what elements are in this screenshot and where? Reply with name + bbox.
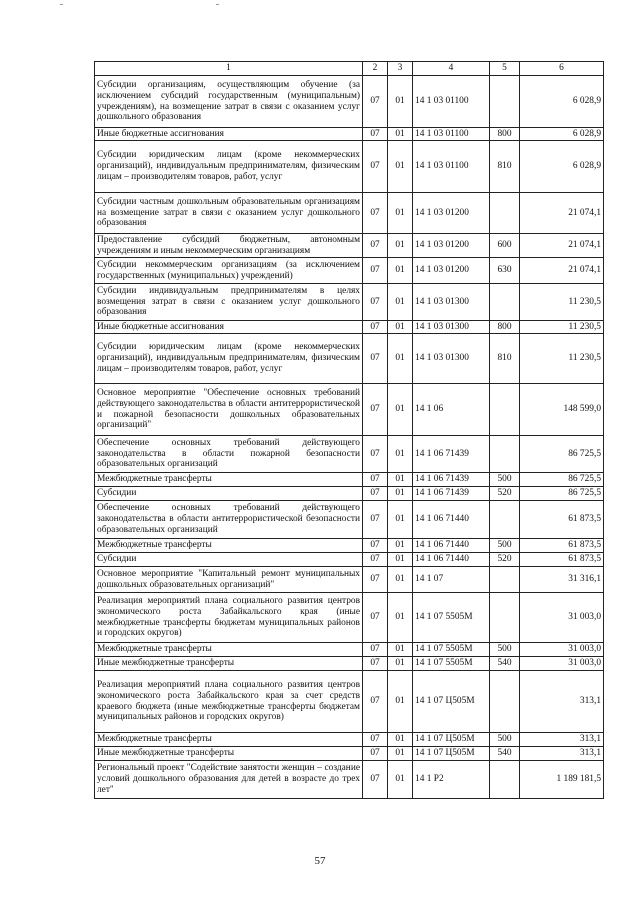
table-row bbox=[95, 128, 604, 141]
row-description: Обеспечение основных требований действующего законодательства в области антитеррористической безопасности образовательных организаций bbox=[95, 501, 363, 539]
row-target-article: 14 1 06 71439 bbox=[413, 436, 490, 473]
table-row bbox=[95, 384, 604, 436]
row-expense-type bbox=[490, 436, 520, 473]
row-target-article: 14 1 07 5505М bbox=[413, 593, 490, 643]
table-row bbox=[95, 747, 604, 761]
row-subsection-code: 01 bbox=[388, 234, 413, 258]
row-subsection-code: 01 bbox=[388, 258, 413, 284]
column-header-6: 6 bbox=[520, 62, 604, 76]
row-amount: 61 873,5 bbox=[520, 553, 604, 567]
row-description: Межбюджетные трансферты bbox=[95, 539, 363, 553]
table-row bbox=[95, 539, 604, 553]
row-description: Субсидии юридическим лицам (кроме некоммерческих организаций), индивидуальным предпринимателям, физическим лицам – производителям товаров, работ, услуг bbox=[95, 334, 363, 384]
column-header-3: 3 bbox=[388, 62, 413, 76]
row-expense-type bbox=[490, 76, 520, 128]
row-expense-type: 540 bbox=[490, 657, 520, 671]
row-target-article: 14 1 07 Ц505М bbox=[413, 747, 490, 761]
row-section-code: 07 bbox=[363, 76, 388, 128]
row-expense-type: 810 bbox=[490, 141, 520, 193]
row-description: Реализация мероприятий плана социального развития центров экономического роста Забайкальского края (иные межбюджетные трансферты бюджетам муниципальных районов и городских округов) bbox=[95, 593, 363, 643]
row-amount: 31 003,0 bbox=[520, 593, 604, 643]
row-description: Основное мероприятие "Капитальный ремонт муниципальных дошкольных образовательных организаций" bbox=[95, 567, 363, 593]
row-description: Субсидии некоммерческим организациям (за исключением государственных (муниципальных) учреждений) bbox=[95, 258, 363, 284]
row-target-article: 14 1 03 01100 bbox=[413, 128, 490, 141]
row-description: Предоставление субсидий бюджетным, автономным учреждениям и иным некоммерческим организациям bbox=[95, 234, 363, 258]
row-expense-type bbox=[490, 193, 520, 234]
table-row bbox=[95, 473, 604, 487]
row-subsection-code: 01 bbox=[388, 567, 413, 593]
row-description: Межбюджетные трансферты bbox=[95, 733, 363, 747]
row-subsection-code: 01 bbox=[388, 761, 413, 799]
row-subsection-code: 01 bbox=[388, 501, 413, 539]
table-row bbox=[95, 334, 604, 384]
row-section-code: 07 bbox=[363, 234, 388, 258]
row-section-code: 07 bbox=[363, 193, 388, 234]
row-target-article: 14 1 03 01300 bbox=[413, 321, 490, 334]
row-target-article: 14 1 03 01200 bbox=[413, 234, 490, 258]
row-target-article: 14 1 03 01100 bbox=[413, 76, 490, 128]
table-row bbox=[95, 234, 604, 258]
row-amount: 313,1 bbox=[520, 733, 604, 747]
row-section-code: 07 bbox=[363, 436, 388, 473]
row-expense-type: 500 bbox=[490, 539, 520, 553]
row-description: Межбюджетные трансферты bbox=[95, 643, 363, 657]
scan-mark bbox=[60, 4, 63, 5]
row-target-article: 14 1 03 01300 bbox=[413, 334, 490, 384]
budget-table bbox=[94, 61, 604, 799]
row-description: Иные межбюджетные трансферты bbox=[95, 747, 363, 761]
row-section-code: 07 bbox=[363, 553, 388, 567]
row-target-article: 14 1 07 5505М bbox=[413, 643, 490, 657]
row-subsection-code: 01 bbox=[388, 671, 413, 733]
row-subsection-code: 01 bbox=[388, 141, 413, 193]
row-expense-type: 500 bbox=[490, 643, 520, 657]
row-description: Субсидии частным дошкольным образовательным организациям на возмещение затрат в связи с оказанием услуг дошкольного образования bbox=[95, 193, 363, 234]
row-section-code: 07 bbox=[363, 334, 388, 384]
row-amount: 11 230,5 bbox=[520, 321, 604, 334]
row-expense-type bbox=[490, 284, 520, 321]
row-amount: 1 189 181,5 bbox=[520, 761, 604, 799]
table-row bbox=[95, 733, 604, 747]
table-row bbox=[95, 593, 604, 643]
row-expense-type: 540 bbox=[490, 747, 520, 761]
row-expense-type: 600 bbox=[490, 234, 520, 258]
row-amount: 31 316,1 bbox=[520, 567, 604, 593]
row-subsection-code: 01 bbox=[388, 553, 413, 567]
row-amount: 86 725,5 bbox=[520, 487, 604, 501]
row-target-article: 14 1 Р2 bbox=[413, 761, 490, 799]
row-section-code: 07 bbox=[363, 384, 388, 436]
table-row bbox=[95, 141, 604, 193]
row-section-code: 07 bbox=[363, 657, 388, 671]
row-section-code: 07 bbox=[363, 593, 388, 643]
row-expense-type: 810 bbox=[490, 334, 520, 384]
row-section-code: 07 bbox=[363, 321, 388, 334]
row-subsection-code: 01 bbox=[388, 321, 413, 334]
row-amount: 61 873,5 bbox=[520, 539, 604, 553]
row-description: Иные бюджетные ассигнования bbox=[95, 128, 363, 141]
row-target-article: 14 1 06 71439 bbox=[413, 487, 490, 501]
table-row bbox=[95, 553, 604, 567]
row-amount: 6 028,9 bbox=[520, 141, 604, 193]
table-body bbox=[95, 76, 604, 799]
row-subsection-code: 01 bbox=[388, 747, 413, 761]
row-expense-type: 800 bbox=[490, 321, 520, 334]
row-expense-type bbox=[490, 671, 520, 733]
row-target-article: 14 1 03 01200 bbox=[413, 258, 490, 284]
row-description: Основное мероприятие "Обеспечение основных требований действующего законодательства в области антитеррористической и пожарной безопасности дошкольных образовательных организаций" bbox=[95, 384, 363, 436]
row-amount: 21 074,1 bbox=[520, 258, 604, 284]
row-section-code: 07 bbox=[363, 733, 388, 747]
table-row bbox=[95, 284, 604, 321]
row-description: Иные бюджетные ассигнования bbox=[95, 321, 363, 334]
row-expense-type: 500 bbox=[490, 733, 520, 747]
row-amount: 61 873,5 bbox=[520, 501, 604, 539]
row-target-article: 14 1 06 71440 bbox=[413, 539, 490, 553]
table-header-row bbox=[95, 62, 604, 76]
row-subsection-code: 01 bbox=[388, 436, 413, 473]
row-section-code: 07 bbox=[363, 747, 388, 761]
row-subsection-code: 01 bbox=[388, 657, 413, 671]
row-section-code: 07 bbox=[363, 501, 388, 539]
row-subsection-code: 01 bbox=[388, 733, 413, 747]
row-section-code: 07 bbox=[363, 539, 388, 553]
row-description: Региональный проект "Содействие занятости женщин – создание условий дошкольного образования для детей в возрасте до трех лет" bbox=[95, 761, 363, 799]
scan-mark bbox=[216, 4, 219, 5]
row-subsection-code: 01 bbox=[388, 128, 413, 141]
row-subsection-code: 01 bbox=[388, 193, 413, 234]
column-header-4: 4 bbox=[413, 62, 490, 76]
row-amount: 86 725,5 bbox=[520, 473, 604, 487]
row-target-article: 14 1 03 01300 bbox=[413, 284, 490, 321]
row-subsection-code: 01 bbox=[388, 487, 413, 501]
row-subsection-code: 01 bbox=[388, 384, 413, 436]
column-header-1: 1 bbox=[95, 62, 363, 76]
row-subsection-code: 01 bbox=[388, 76, 413, 128]
row-section-code: 07 bbox=[363, 487, 388, 501]
row-target-article: 14 1 06 71440 bbox=[413, 501, 490, 539]
row-amount: 11 230,5 bbox=[520, 284, 604, 321]
row-amount: 21 074,1 bbox=[520, 193, 604, 234]
table-row bbox=[95, 487, 604, 501]
row-target-article: 14 1 06 71439 bbox=[413, 473, 490, 487]
row-description: Субсидии юридическим лицам (кроме некоммерческих организаций), индивидуальным предпринимателям, физическим лицам – производителям товаров, работ, услуг bbox=[95, 141, 363, 193]
row-expense-type bbox=[490, 593, 520, 643]
row-section-code: 07 bbox=[363, 643, 388, 657]
row-section-code: 07 bbox=[363, 284, 388, 321]
row-target-article: 14 1 03 01200 bbox=[413, 193, 490, 234]
page-number: 57 bbox=[314, 855, 326, 867]
row-expense-type bbox=[490, 384, 520, 436]
table-row bbox=[95, 321, 604, 334]
row-amount: 11 230,5 bbox=[520, 334, 604, 384]
row-target-article: 14 1 03 01100 bbox=[413, 141, 490, 193]
table-row bbox=[95, 761, 604, 799]
row-expense-type: 520 bbox=[490, 553, 520, 567]
row-description: Обеспечение основных требований действующего законодательства в области пожарной безопасности образовательных организаций bbox=[95, 436, 363, 473]
row-amount: 86 725,5 bbox=[520, 436, 604, 473]
table-row bbox=[95, 657, 604, 671]
table-row bbox=[95, 193, 604, 234]
row-description: Реализация мероприятий плана социального развития центров экономического роста Забайкальского края за счет средств краевого бюджета (иные межбюджетные трансферты бюджетам муниципальных районов и городских округов) bbox=[95, 671, 363, 733]
row-amount: 31 003,0 bbox=[520, 657, 604, 671]
row-amount: 313,1 bbox=[520, 747, 604, 761]
row-section-code: 07 bbox=[363, 761, 388, 799]
row-section-code: 07 bbox=[363, 567, 388, 593]
row-section-code: 07 bbox=[363, 671, 388, 733]
row-expense-type bbox=[490, 501, 520, 539]
row-expense-type: 500 bbox=[490, 473, 520, 487]
row-description: Субсидии индивидуальным предпринимателям в целях возмещения затрат в связи с оказанием услуг дошкольного образования bbox=[95, 284, 363, 321]
row-target-article: 14 1 07 5505М bbox=[413, 657, 490, 671]
row-subsection-code: 01 bbox=[388, 539, 413, 553]
row-amount: 6 028,9 bbox=[520, 128, 604, 141]
row-target-article: 14 1 06 71440 bbox=[413, 553, 490, 567]
table-row bbox=[95, 567, 604, 593]
row-subsection-code: 01 bbox=[388, 593, 413, 643]
row-expense-type: 630 bbox=[490, 258, 520, 284]
column-header-5: 5 bbox=[490, 62, 520, 76]
row-description: Субсидии bbox=[95, 553, 363, 567]
row-subsection-code: 01 bbox=[388, 284, 413, 321]
row-subsection-code: 01 bbox=[388, 643, 413, 657]
row-target-article: 14 1 07 Ц505М bbox=[413, 671, 490, 733]
row-amount: 148 599,0 bbox=[520, 384, 604, 436]
row-description: Субсидии организациям, осуществляющим обучение (за исключением субсидий государственным (муниципальным) учреждениям), на возмещение затрат в связи с оказанием услуг дошкольного образования bbox=[95, 76, 363, 128]
row-amount: 31 003,0 bbox=[520, 643, 604, 657]
row-subsection-code: 01 bbox=[388, 473, 413, 487]
table-row bbox=[95, 76, 604, 128]
row-expense-type: 520 bbox=[490, 487, 520, 501]
row-description: Субсидии bbox=[95, 487, 363, 501]
row-target-article: 14 1 07 bbox=[413, 567, 490, 593]
row-section-code: 07 bbox=[363, 128, 388, 141]
row-section-code: 07 bbox=[363, 258, 388, 284]
table-row bbox=[95, 671, 604, 733]
table-row bbox=[95, 643, 604, 657]
row-expense-type bbox=[490, 761, 520, 799]
column-header-2: 2 bbox=[363, 62, 388, 76]
row-target-article: 14 1 07 Ц505М bbox=[413, 733, 490, 747]
row-section-code: 07 bbox=[363, 141, 388, 193]
row-expense-type bbox=[490, 567, 520, 593]
row-target-article: 14 1 06 bbox=[413, 384, 490, 436]
table-row bbox=[95, 501, 604, 539]
row-expense-type: 800 bbox=[490, 128, 520, 141]
row-amount: 21 074,1 bbox=[520, 234, 604, 258]
row-description: Иные межбюджетные трансферты bbox=[95, 657, 363, 671]
table-row bbox=[95, 436, 604, 473]
row-section-code: 07 bbox=[363, 473, 388, 487]
row-amount: 313,1 bbox=[520, 671, 604, 733]
row-amount: 6 028,9 bbox=[520, 76, 604, 128]
table-row bbox=[95, 258, 604, 284]
row-subsection-code: 01 bbox=[388, 334, 413, 384]
row-description: Межбюджетные трансферты bbox=[95, 473, 363, 487]
